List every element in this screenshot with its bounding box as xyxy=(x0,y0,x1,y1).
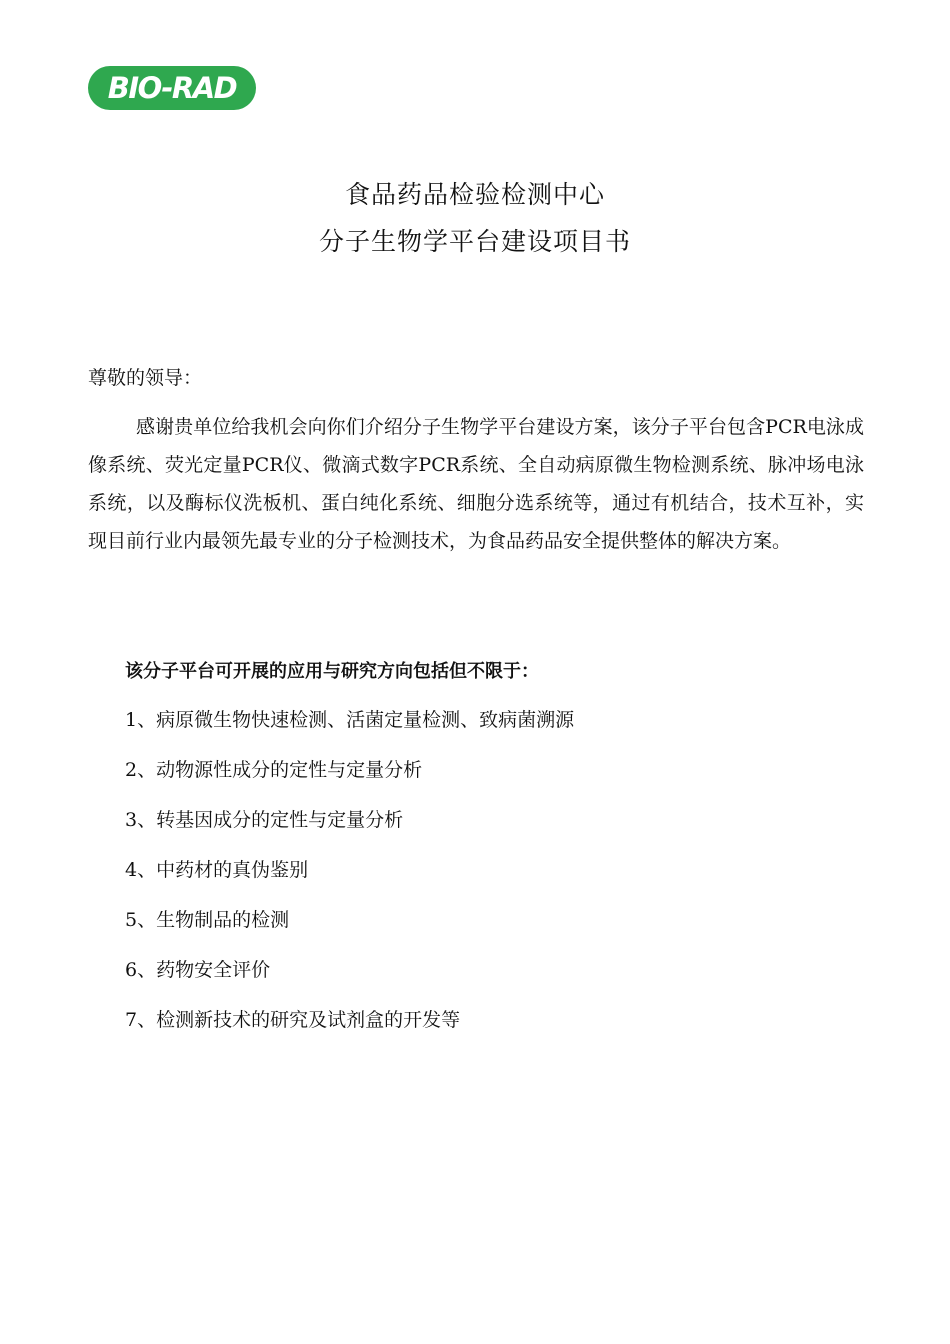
bio-rad-logo xyxy=(88,66,256,110)
list-item: 5、生物制品的检测 xyxy=(125,909,290,931)
applications-list xyxy=(125,706,574,1056)
intro-paragraph: 感谢贵单位给我机会向你们介绍分子生物学平台建设方案，该分子平台包含PCR电泳成像系统、荧光定量PCR仪、微滴式数字PCR系统、全自动病原微生物检测系统、脉冲场电泳系统，以及酶标仪洗板机、蛋白纯化系统、细胞分选系统等，通过有机结合，技术互补，实现目前行业内最领先最专业的分子检测技术，为食品药品安全提供整体的解决方案。 xyxy=(88,416,864,552)
list-item: 1、病原微生物快速检测、活菌定量检测、致病菌溯源 xyxy=(125,709,575,731)
list-item: 3、转基因成分的定性与定量分析 xyxy=(125,809,404,831)
document-title-line-2: 分子生物学平台建设项目书 xyxy=(318,227,631,256)
list-item: 7、检测新技术的研究及试剂盒的开发等 xyxy=(125,1009,461,1031)
list-item: 4、中药材的真伪鉴别 xyxy=(125,859,309,881)
salutation: 尊敬的领导： xyxy=(88,367,203,389)
list-item: 2、动物源性成分的定性与定量分析 xyxy=(125,759,423,781)
applications-heading: 该分子平台可开展的应用与研究方向包括但不限于： xyxy=(125,661,539,682)
list-item: 6、药物安全评价 xyxy=(125,959,271,981)
document-title-line-1: 食品药品检验检测中心 xyxy=(344,180,605,209)
logo-text: BIO-RAD xyxy=(107,70,237,105)
